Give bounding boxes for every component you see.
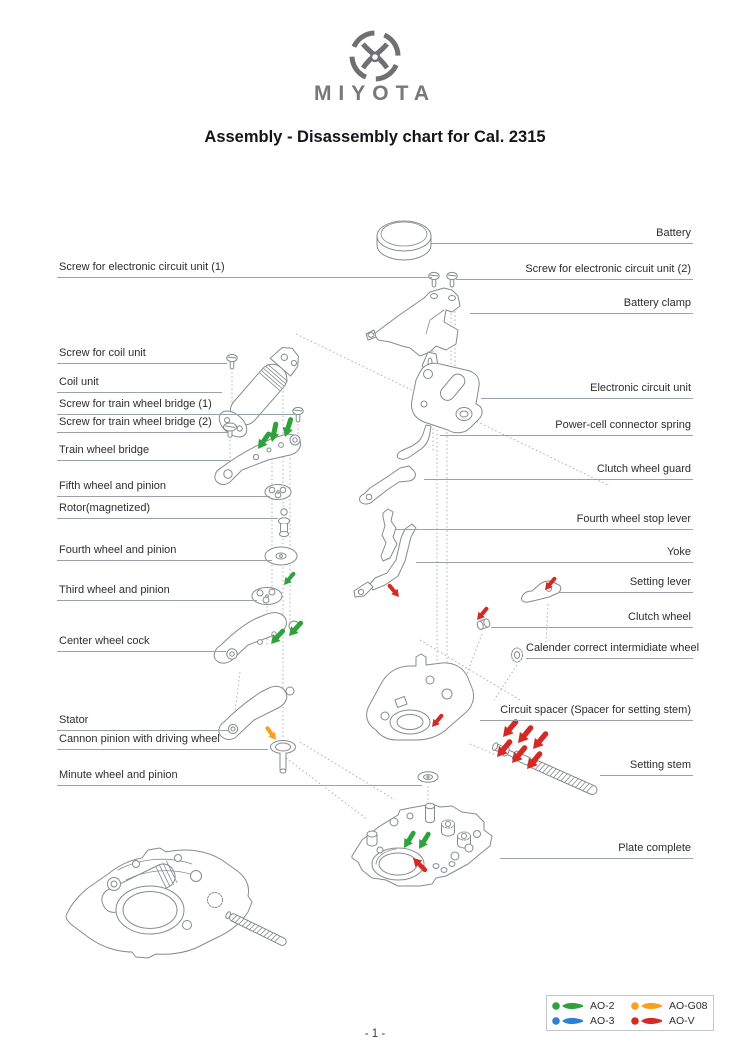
label-calendar-correct-intermediate-wheel: Calender correct intermidiate wheel xyxy=(526,641,693,659)
setting-lever-illustration xyxy=(522,581,561,602)
label-fourth-wheel-stop-lever: Fourth wheel stop lever xyxy=(396,512,693,530)
setting-stem-illustration xyxy=(491,741,598,796)
brand-name: MIYOTA xyxy=(313,82,437,105)
fourth-wheel-stop-lever-illustration xyxy=(381,509,397,561)
oil-marker-ao3-icon xyxy=(551,1015,585,1027)
page-title: Assembly - Disassembly chart for Cal. 2315 xyxy=(204,128,546,146)
screw-coil-unit-illustration xyxy=(227,354,237,369)
label-minute-wheel-and-pinion: Minute wheel and pinion xyxy=(57,768,422,786)
legend-item-aov xyxy=(630,1015,709,1027)
label-screw-train-wheel-bridge-2: Screw for train wheel bridge (2) xyxy=(57,415,227,433)
label-stator: Stator xyxy=(57,713,228,731)
rotor-illustration xyxy=(279,509,290,537)
label-fourth-wheel-and-pinion: Fourth wheel and pinion xyxy=(57,543,272,561)
label-fifth-wheel-and-pinion: Fifth wheel and pinion xyxy=(57,479,270,497)
oil-marker-ao2-icon xyxy=(551,1000,585,1012)
label-third-wheel-and-pinion: Third wheel and pinion xyxy=(57,583,257,601)
clutch-wheel-illustration xyxy=(476,618,491,630)
label-battery: Battery xyxy=(430,226,693,244)
label-train-wheel-bridge: Train wheel bridge xyxy=(57,443,230,461)
assembled-movement-illustration xyxy=(66,848,287,958)
center-wheel-cock-illustration xyxy=(214,613,299,663)
label-rotor-magnetized: Rotor(magnetized) xyxy=(57,501,278,519)
battery-clamp-illustration xyxy=(366,288,460,372)
legend-item-ao2 xyxy=(551,1000,630,1012)
power-cell-connector-spring-illustration xyxy=(397,425,431,459)
oil-marker-aov-icon xyxy=(630,1015,664,1027)
label-clutch-wheel: Clutch wheel xyxy=(491,610,693,628)
label-plate-complete: Plate complete xyxy=(500,841,693,859)
label-yoke: Yoke xyxy=(416,545,693,563)
oil-marker-aog08-icon xyxy=(630,1000,664,1012)
legend-label-aov: AO-V xyxy=(669,1014,695,1027)
legend-label-ao2: AO-2 xyxy=(590,999,615,1012)
handling-arrows xyxy=(254,416,559,875)
label-center-wheel-cock: Center wheel cock xyxy=(57,634,226,652)
label-battery-clamp: Battery clamp xyxy=(470,296,693,314)
label-screw-coil-unit: Screw for coil unit xyxy=(57,346,227,364)
label-cannon-pinion-with-driving-wheel: Cannon pinion with driving wheel xyxy=(57,732,268,750)
label-setting-stem: Setting stem xyxy=(600,758,693,776)
legend-label-aog08: AO-G08 xyxy=(669,999,708,1012)
legend-item-ao3 xyxy=(551,1015,630,1027)
oil-legend xyxy=(546,995,714,1031)
label-screw-electronic-circuit-unit-2: Screw for electronic circuit unit (2) xyxy=(456,262,693,280)
label-screw-train-wheel-bridge-1: Screw for train wheel bridge (1) xyxy=(57,397,295,415)
circuit-spacer-illustration xyxy=(367,654,474,740)
label-circuit-spacer: Circuit spacer (Spacer for setting stem) xyxy=(480,703,693,721)
label-electronic-circuit-unit: Electronic circuit unit xyxy=(481,381,693,399)
label-screw-electronic-circuit-unit-1: Screw for electronic circuit unit (1) xyxy=(57,260,432,278)
clutch-wheel-guard-illustration xyxy=(360,466,416,504)
label-setting-lever: Setting lever xyxy=(558,575,693,593)
legend-label-ao3: AO-3 xyxy=(590,1014,615,1027)
label-clutch-wheel-guard: Clutch wheel guard xyxy=(424,462,693,480)
legend-item-aog08 xyxy=(630,1000,709,1012)
label-coil-unit: Coil unit xyxy=(57,375,222,393)
label-power-cell-connector-spring: Power-cell connector spring xyxy=(440,418,693,436)
battery-illustration xyxy=(377,221,431,260)
page-number: - 1 - xyxy=(364,1028,386,1040)
calendar-correct-intermediate-wheel-illustration xyxy=(512,648,523,662)
